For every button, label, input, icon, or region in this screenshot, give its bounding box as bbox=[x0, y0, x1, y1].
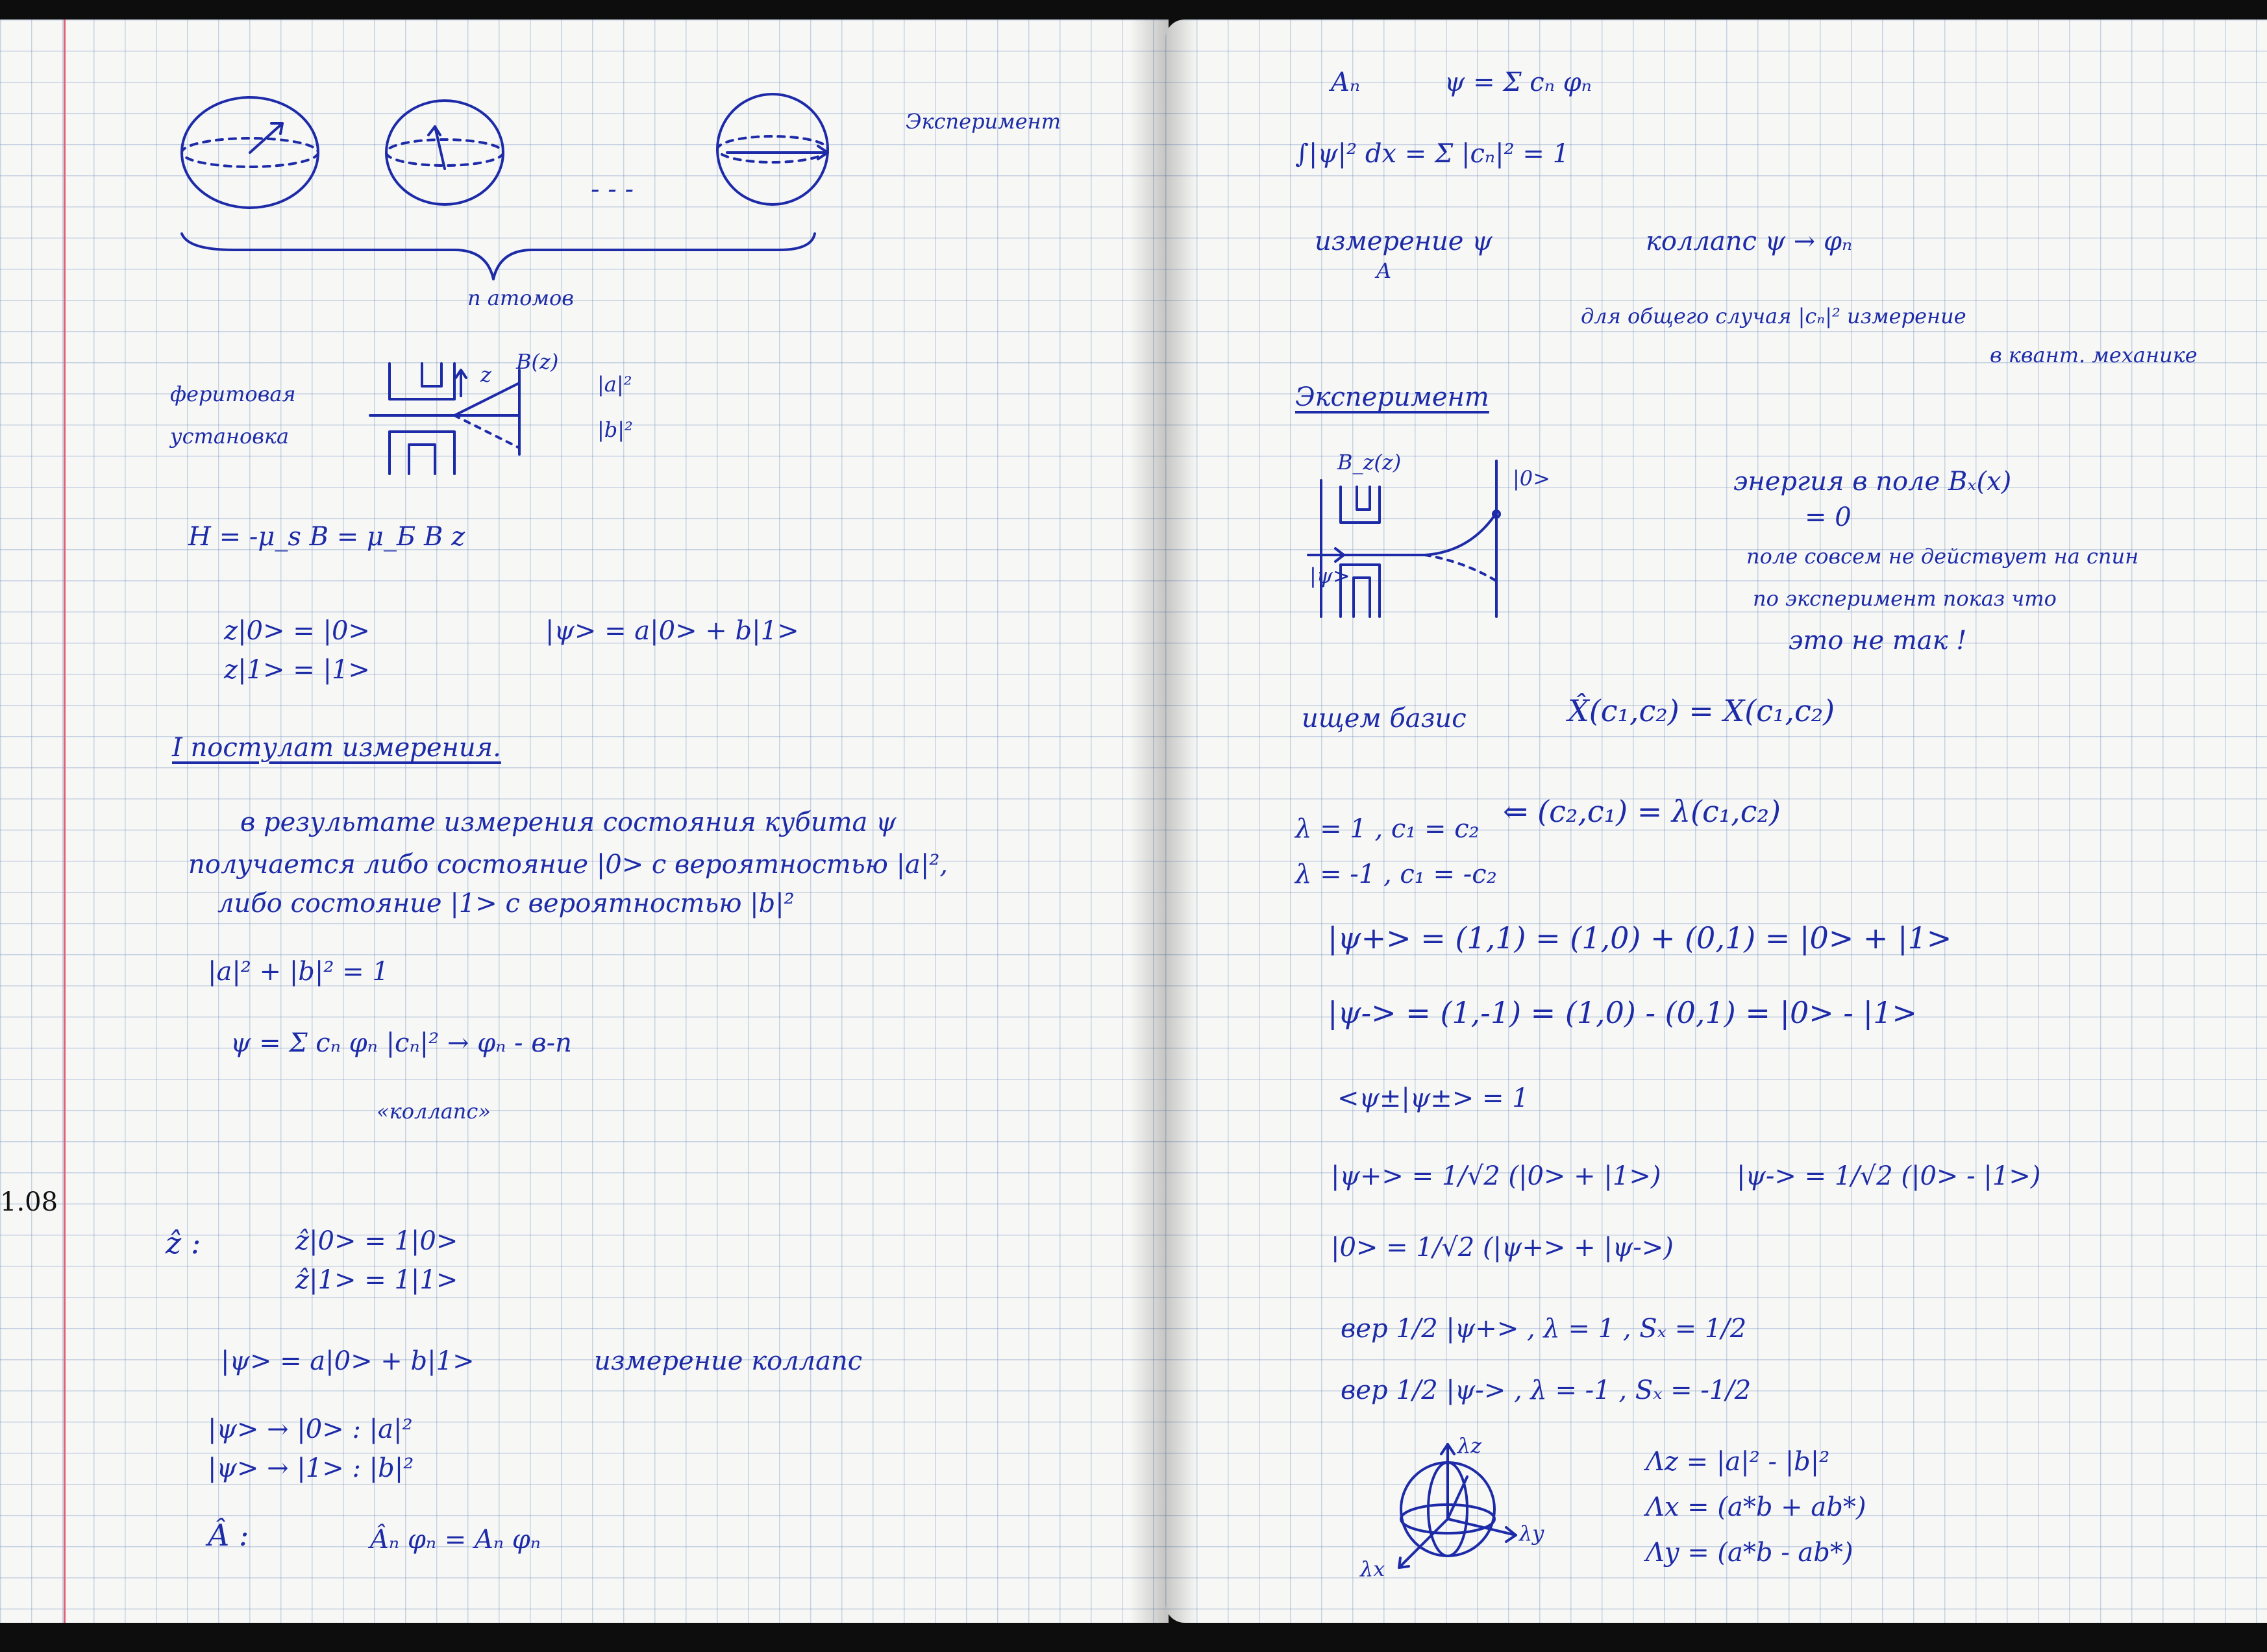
field-note-1: поле совсем не действует на спин bbox=[1746, 544, 2139, 569]
magnet-z-label: z bbox=[480, 362, 491, 387]
z-equation-2: z|1> = |1> bbox=[224, 655, 370, 685]
measurement-collapse: измерение коллапс bbox=[594, 1346, 863, 1376]
margin-line bbox=[64, 19, 66, 1623]
measurement-psi: измерение ψ bbox=[1315, 227, 1493, 256]
lambda-2-line: λ = -1 , c₁ = -c₂ bbox=[1295, 859, 1497, 889]
quantum-mechanics: в квант. механике bbox=[1990, 343, 2198, 367]
normalization-equation: |a|² + |b|² = 1 bbox=[208, 957, 389, 987]
z-equation-1: z|0> = |0> bbox=[224, 616, 370, 646]
page-gutter-shadow bbox=[1130, 19, 1169, 1623]
lambda-z-axis-label: λz bbox=[1457, 1433, 1482, 1458]
experiment-label: Эксперимент bbox=[906, 109, 1061, 134]
field-note-2: по эксперимент показ что bbox=[1753, 586, 2057, 611]
z-operator-equation-2: ẑ|1> = 1|1> bbox=[295, 1265, 458, 1295]
page-gutter-shadow bbox=[1165, 19, 1198, 1623]
outcome-1: |ψ> → |0> : |a|² bbox=[208, 1414, 413, 1444]
psi-sum-equation: ψ = Σ cₙ φₙ bbox=[1444, 68, 1592, 97]
psi-minus-normalized: |ψ-> = 1/√2 (|0> - |1>) bbox=[1737, 1161, 2041, 1191]
stern-gerlach-diagram bbox=[1308, 454, 1542, 623]
psi-plus-normalized: |ψ+> = 1/√2 (|0> + |1>) bbox=[1331, 1161, 1661, 1191]
energy-zero: = 0 bbox=[1805, 502, 1852, 532]
atom-spheres-diagram bbox=[182, 91, 844, 286]
lambda-z-equation: Λz = |a|² - |b|² bbox=[1646, 1447, 1830, 1477]
lambda-x-axis-label: λx bbox=[1360, 1557, 1385, 1581]
magnet-b-label: B(z) bbox=[516, 349, 559, 374]
general-case: для общего случая |cₙ|² измерение bbox=[1581, 304, 1966, 328]
hamiltonian-equation: H = -μ_s B = μ_Б B z bbox=[188, 522, 465, 552]
zero-expansion: |0> = 1/√2 (|ψ+> + |ψ->) bbox=[1331, 1233, 1674, 1263]
outcome-2: |ψ> → |1> : |b|² bbox=[208, 1453, 414, 1483]
lambda-y-axis-label: λy bbox=[1519, 1521, 1544, 1546]
lambda-y-equation: Λy = (a*b - ab*) bbox=[1646, 1538, 1853, 1568]
date-label: 1.08 bbox=[0, 1187, 58, 1217]
an-label: Aₙ bbox=[1331, 68, 1361, 97]
collapse-equation: коллапс ψ → φₙ bbox=[1646, 227, 1853, 256]
paragraph-line-1: в результате измерения состояния кубита ψ bbox=[240, 808, 897, 837]
psi-minus-vector: |ψ-> = (1,-1) = (1,0) - (0,1) = |0> - |1> bbox=[1328, 995, 1917, 1030]
psi-input-label: |ψ> bbox=[1309, 563, 1350, 588]
left-notebook-page bbox=[0, 19, 1169, 1623]
bz-label: B_z(z) bbox=[1337, 450, 1402, 475]
experiment-heading: Эксперимент bbox=[1295, 382, 1489, 412]
probability-line-2: вер 1/2 |ψ-> , λ = -1 , Sₓ = -1/2 bbox=[1341, 1375, 1752, 1405]
probability-line-1: вер 1/2 |ψ+> , λ = 1 , Sₓ = 1/2 bbox=[1341, 1314, 1747, 1344]
a-operator-equation: Âₙ φₙ = Aₙ φₙ bbox=[370, 1525, 541, 1555]
psi-definition-2: |ψ> = a|0> + b|1> bbox=[221, 1346, 475, 1376]
prob-b-label: |b|² bbox=[597, 417, 633, 442]
lambda-1-line: λ = 1 , c₁ = c₂ bbox=[1295, 814, 1480, 844]
z-operator-equation-1: ẑ|0> = 1|0> bbox=[295, 1226, 458, 1256]
psi-definition: |ψ> = a|0> + b|1> bbox=[545, 616, 799, 646]
bloch-sphere-diagram bbox=[1386, 1438, 1529, 1581]
setup-label-line-1: феритовая bbox=[170, 382, 296, 406]
paragraph-line-3: либо состояние |1> с вероятностью |b|² bbox=[217, 889, 795, 918]
right-notebook-page bbox=[1165, 19, 2267, 1623]
paragraph-line-2: получается либо состояние |0> с вероятностью |a|², bbox=[188, 850, 948, 880]
z-operator-label: ẑ : bbox=[166, 1226, 201, 1261]
lambda-x-equation: Λx = (a*b + ab*) bbox=[1646, 1492, 1866, 1522]
field-note-3: это не так ! bbox=[1789, 626, 1967, 656]
prob-a-label: |a|² bbox=[597, 372, 632, 397]
ket-zero-label: |0> bbox=[1513, 466, 1550, 491]
measurement-a-label: A bbox=[1376, 258, 1392, 283]
integral-equation: ∫|ψ|² dx = Σ |cₙ|² = 1 bbox=[1295, 139, 1570, 169]
expansion-equation: ψ = Σ cₙ φₙ |cₙ|² → φₙ - в-п bbox=[230, 1028, 572, 1058]
eigen-equation: X̂(c₁,c₂) = X(c₁,c₂) bbox=[1568, 693, 1835, 728]
inner-product: <ψ±|ψ±> = 1 bbox=[1337, 1083, 1529, 1113]
postulate-title: I постулат измерения. bbox=[172, 733, 501, 763]
a-operator-label: Â : bbox=[208, 1518, 249, 1553]
psi-plus-vector: |ψ+> = (1,1) = (1,0) + (0,1) = |0> + |1> bbox=[1328, 920, 1952, 955]
setup-label-line-2: установка bbox=[170, 424, 290, 449]
collapse-note: «коллапс» bbox=[377, 1099, 491, 1124]
swap-equation: ⇐ (c₂,c₁) = λ(c₁,c₂) bbox=[1503, 794, 1781, 829]
energy-line: энергия в поле Bₓ(x) bbox=[1733, 467, 2012, 497]
ellipsis: - - - bbox=[591, 175, 634, 204]
eigen-basis-label: ищем базис bbox=[1302, 704, 1467, 734]
n-atoms-label: n атомов bbox=[467, 286, 574, 310]
